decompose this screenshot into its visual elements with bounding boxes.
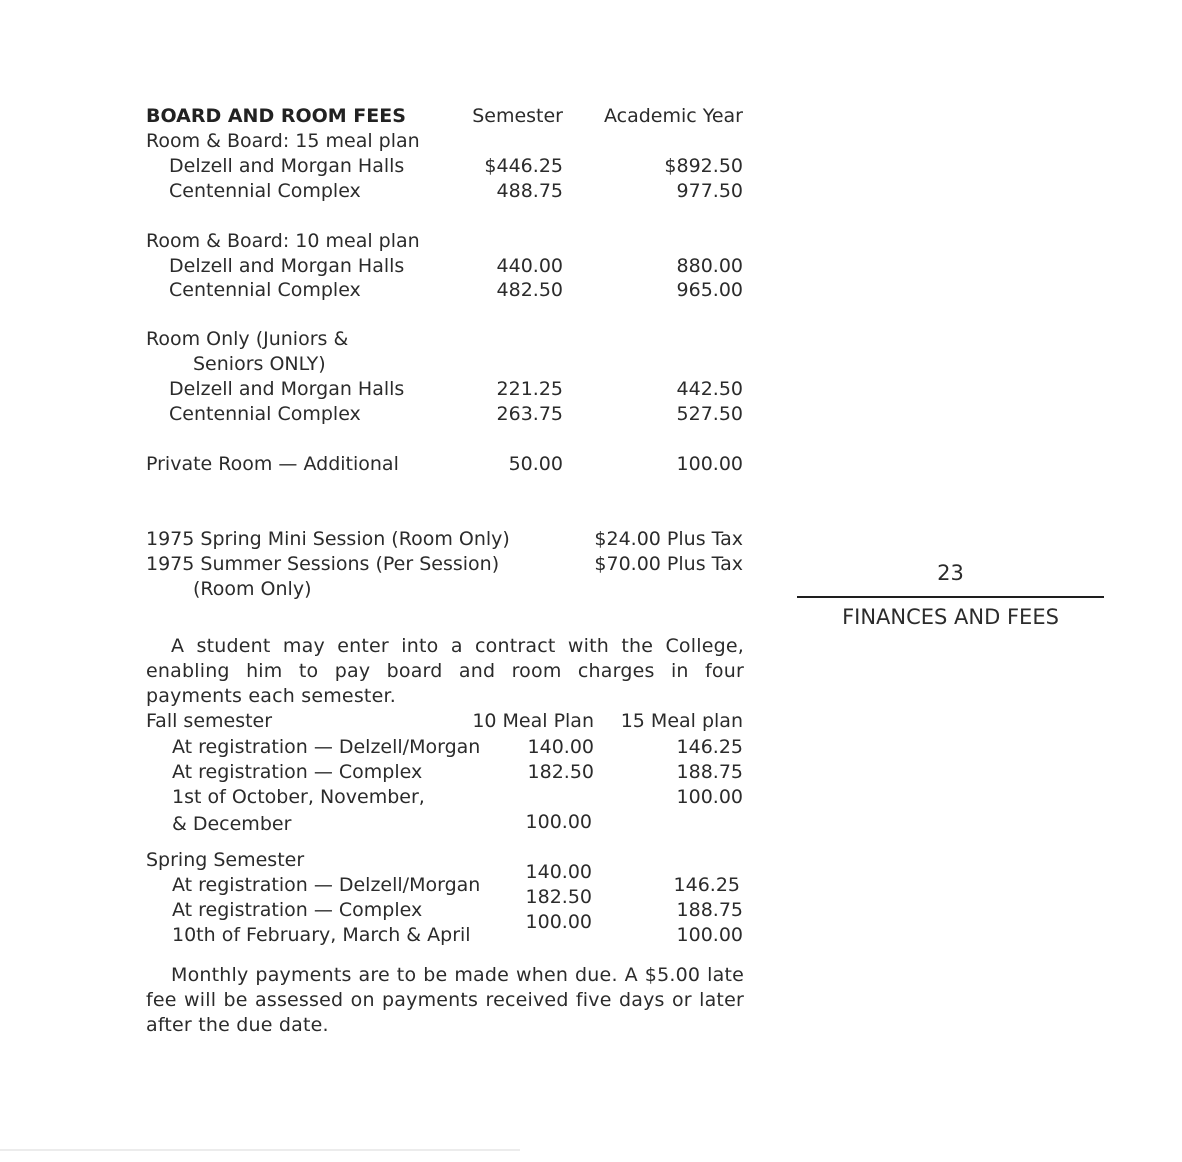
spring-registration-complex-15: 188.75 <box>676 899 743 921</box>
fall-registration-complex-label: At registration — Complex <box>172 761 423 783</box>
fall-registration-delzell-label: At registration — Delzell/Morgan <box>172 736 481 758</box>
plan10-row-semester: 440.00 <box>496 255 563 277</box>
section-divider <box>797 596 1104 598</box>
fall-registration-complex-15: 188.75 <box>676 761 743 783</box>
plan15-row-year: $892.50 <box>664 155 743 177</box>
private-room-year: 100.00 <box>676 453 743 475</box>
fall-monthly-label-continued: & December <box>172 813 292 835</box>
room-only-row-name: Delzell and Morgan Halls <box>169 378 405 400</box>
fall-registration-delzell-10: 140.00 <box>527 736 594 758</box>
room-only-row-year: 442.50 <box>676 378 743 400</box>
page-edge-shadow <box>0 1149 520 1151</box>
private-room-semester: 50.00 <box>508 453 563 475</box>
plan15-row-name: Centennial Complex <box>169 180 361 202</box>
spring-registration-complex-label: At registration — Complex <box>172 899 423 921</box>
fall-semester-label: Fall semester <box>146 710 273 732</box>
plan10-row-year: 965.00 <box>676 279 743 301</box>
contract-paragraph: A student may enter into a contract with the College, enabling him to pay board and room charges in four payments each semester. <box>146 635 744 707</box>
plan15-row-semester: $446.25 <box>484 155 563 177</box>
spring-monthly-10: 100.00 <box>525 911 592 933</box>
spring-monthly-label: 10th of February, March & April <box>172 924 471 946</box>
plan15-row-name: Delzell and Morgan Halls <box>169 155 405 177</box>
plan10-row-semester: 482.50 <box>496 279 563 301</box>
summer-session-label-continued: (Room Only) <box>193 578 312 600</box>
column-header-semester: Semester <box>472 105 563 127</box>
private-room-label: Private Room — Additional <box>146 453 399 475</box>
fall-registration-complex-10: 182.50 <box>527 761 594 783</box>
plan15-label: Room & Board: 15 meal plan <box>146 130 420 152</box>
spring-registration-delzell-10: 140.00 <box>525 861 592 883</box>
column-header-15-meal-plan: 15 Meal plan <box>620 710 743 732</box>
column-header-academic-year: Academic Year <box>603 105 743 127</box>
room-only-label-continued: Seniors ONLY) <box>193 353 326 375</box>
plan15-row-semester: 488.75 <box>496 180 563 202</box>
fall-monthly-15: 100.00 <box>676 786 743 808</box>
plan15-row-year: 977.50 <box>676 180 743 202</box>
summer-session-price: $70.00 Plus Tax <box>594 553 743 575</box>
room-only-row-semester: 221.25 <box>496 378 563 400</box>
table-title: BOARD AND ROOM FEES <box>146 105 406 127</box>
room-only-row-semester: 263.75 <box>496 403 563 425</box>
spring-registration-delzell-label: At registration — Delzell/Morgan <box>172 874 481 896</box>
spring-monthly-15: 100.00 <box>676 924 743 946</box>
section-title: FINANCES AND FEES <box>842 605 1059 629</box>
spring-registration-complex-10: 182.50 <box>525 886 592 908</box>
fall-monthly-10: 100.00 <box>525 811 592 833</box>
spring-semester-label: Spring Semester <box>146 849 305 871</box>
late-fee-paragraph: Monthly payments are to be made when due. A $5.00 late fee will be assessed on payments received five days or later after the due date. <box>146 964 744 1036</box>
fall-registration-delzell-15: 146.25 <box>676 736 743 758</box>
plan10-row-year: 880.00 <box>676 255 743 277</box>
room-only-row-year: 527.50 <box>676 403 743 425</box>
plan10-row-name: Delzell and Morgan Halls <box>169 255 405 277</box>
plan10-row-name: Centennial Complex <box>169 279 361 301</box>
column-header-10-meal-plan: 10 Meal Plan <box>472 710 594 732</box>
page-number: 23 <box>937 561 964 585</box>
spring-registration-delzell-15: 146.25 <box>673 874 740 896</box>
spring-mini-session-label: 1975 Spring Mini Session (Room Only) <box>146 528 510 550</box>
spring-mini-session-price: $24.00 Plus Tax <box>594 528 743 550</box>
plan10-label: Room & Board: 10 meal plan <box>146 230 420 252</box>
fall-monthly-label: 1st of October, November, <box>172 786 425 808</box>
room-only-row-name: Centennial Complex <box>169 403 361 425</box>
room-only-label: Room Only (Juniors & <box>146 328 349 350</box>
summer-session-label: 1975 Summer Sessions (Per Session) <box>146 553 500 575</box>
